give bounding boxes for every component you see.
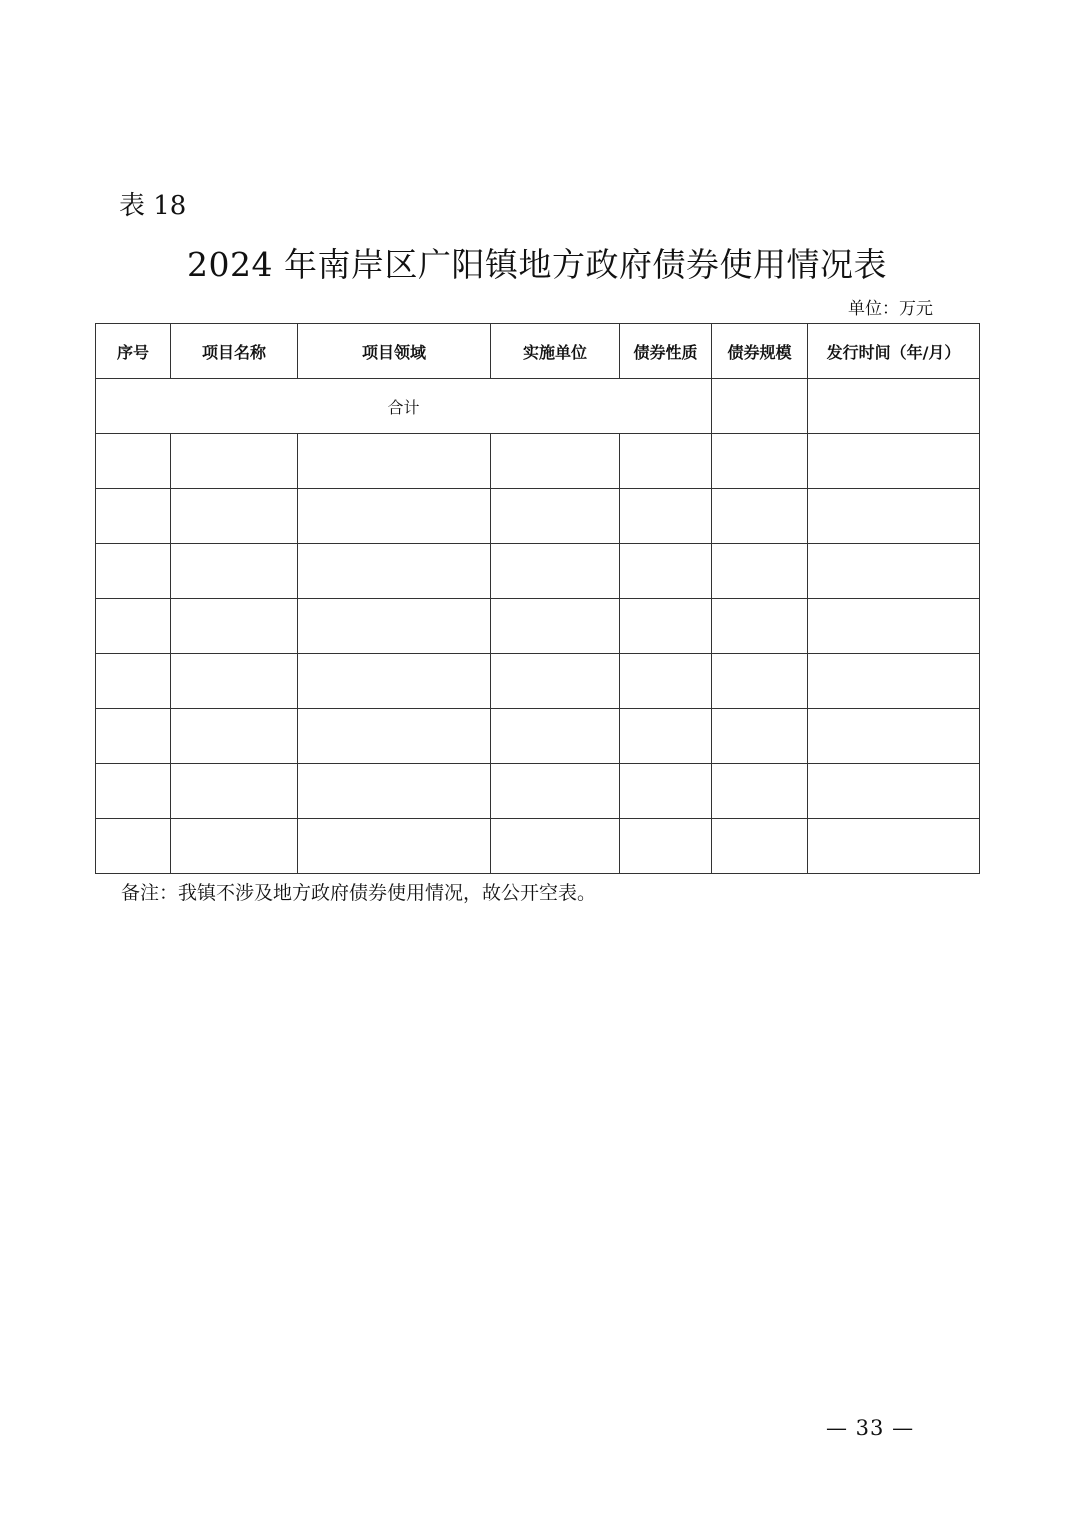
table-cell	[712, 654, 808, 709]
table-cell	[96, 599, 171, 654]
table-cell	[491, 544, 620, 599]
table-cell	[712, 489, 808, 544]
table-cell	[298, 819, 491, 874]
table-cell	[491, 489, 620, 544]
page-number: — 33 —	[826, 1416, 915, 1440]
table-cell	[712, 544, 808, 599]
table-cell	[808, 764, 980, 819]
table-cell	[298, 489, 491, 544]
table-cell	[808, 434, 980, 489]
table-cell	[712, 764, 808, 819]
table-cell	[96, 489, 171, 544]
header-issue-date: 发行时间（年/月）	[808, 324, 980, 379]
table-cell	[712, 599, 808, 654]
header-bond-nature: 债券性质	[620, 324, 712, 379]
table-note: 备注：我镇不涉及地方政府债券使用情况，故公开空表。	[121, 882, 597, 904]
table-cell	[171, 654, 298, 709]
header-serial-number: 序号	[96, 324, 171, 379]
table-cell	[491, 654, 620, 709]
table-cell	[171, 819, 298, 874]
table-row	[96, 599, 980, 654]
table-cell	[298, 764, 491, 819]
table-row	[96, 764, 980, 819]
bond-usage-table	[95, 323, 980, 874]
table-cell	[620, 434, 712, 489]
unit-label: 单位：万元	[848, 299, 933, 319]
table-cell	[491, 709, 620, 764]
table-row	[96, 544, 980, 599]
table-cell	[491, 819, 620, 874]
table-cell	[620, 709, 712, 764]
table-cell	[808, 599, 980, 654]
table-cell	[491, 434, 620, 489]
table-cell	[96, 819, 171, 874]
table-cell	[171, 489, 298, 544]
table-cell	[712, 709, 808, 764]
table-cell	[620, 489, 712, 544]
table-row	[96, 709, 980, 764]
table-cell	[808, 819, 980, 874]
header-implementing-unit: 实施单位	[491, 324, 620, 379]
table-cell	[171, 544, 298, 599]
table-cell	[298, 599, 491, 654]
total-row	[96, 379, 980, 434]
header-bond-scale: 债券规模	[712, 324, 808, 379]
table-cell	[96, 434, 171, 489]
table-cell	[808, 709, 980, 764]
table-cell	[808, 654, 980, 709]
table-cell	[712, 819, 808, 874]
table-cell	[96, 764, 171, 819]
table-cell	[808, 489, 980, 544]
table-cell	[171, 599, 298, 654]
table-row	[96, 434, 980, 489]
table-cell	[298, 434, 491, 489]
table-cell	[620, 599, 712, 654]
table-cell	[620, 764, 712, 819]
table-cell	[620, 654, 712, 709]
table-row	[96, 489, 980, 544]
table-cell	[298, 544, 491, 599]
document-title: 2024 年南岸区广阳镇地方政府债券使用情况表	[187, 245, 887, 284]
table-cell	[96, 709, 171, 764]
table-row	[96, 654, 980, 709]
table-cell	[620, 544, 712, 599]
total-bond-scale	[712, 379, 808, 434]
table-cell	[491, 599, 620, 654]
table-cell	[96, 544, 171, 599]
table-cell	[171, 434, 298, 489]
table-cell	[298, 654, 491, 709]
table-cell	[171, 709, 298, 764]
table-cell	[96, 654, 171, 709]
header-project-name: 项目名称	[171, 324, 298, 379]
table-header-row	[96, 324, 980, 379]
total-issue-date	[808, 379, 980, 434]
table-cell	[491, 764, 620, 819]
table-number-label: 表 18	[119, 191, 187, 221]
table-cell	[298, 709, 491, 764]
table-cell	[620, 819, 712, 874]
table-cell	[712, 434, 808, 489]
table-cell	[808, 544, 980, 599]
header-project-field: 项目领域	[298, 324, 491, 379]
table-cell	[171, 764, 298, 819]
total-label: 合计	[96, 379, 712, 434]
table-row	[96, 819, 980, 874]
